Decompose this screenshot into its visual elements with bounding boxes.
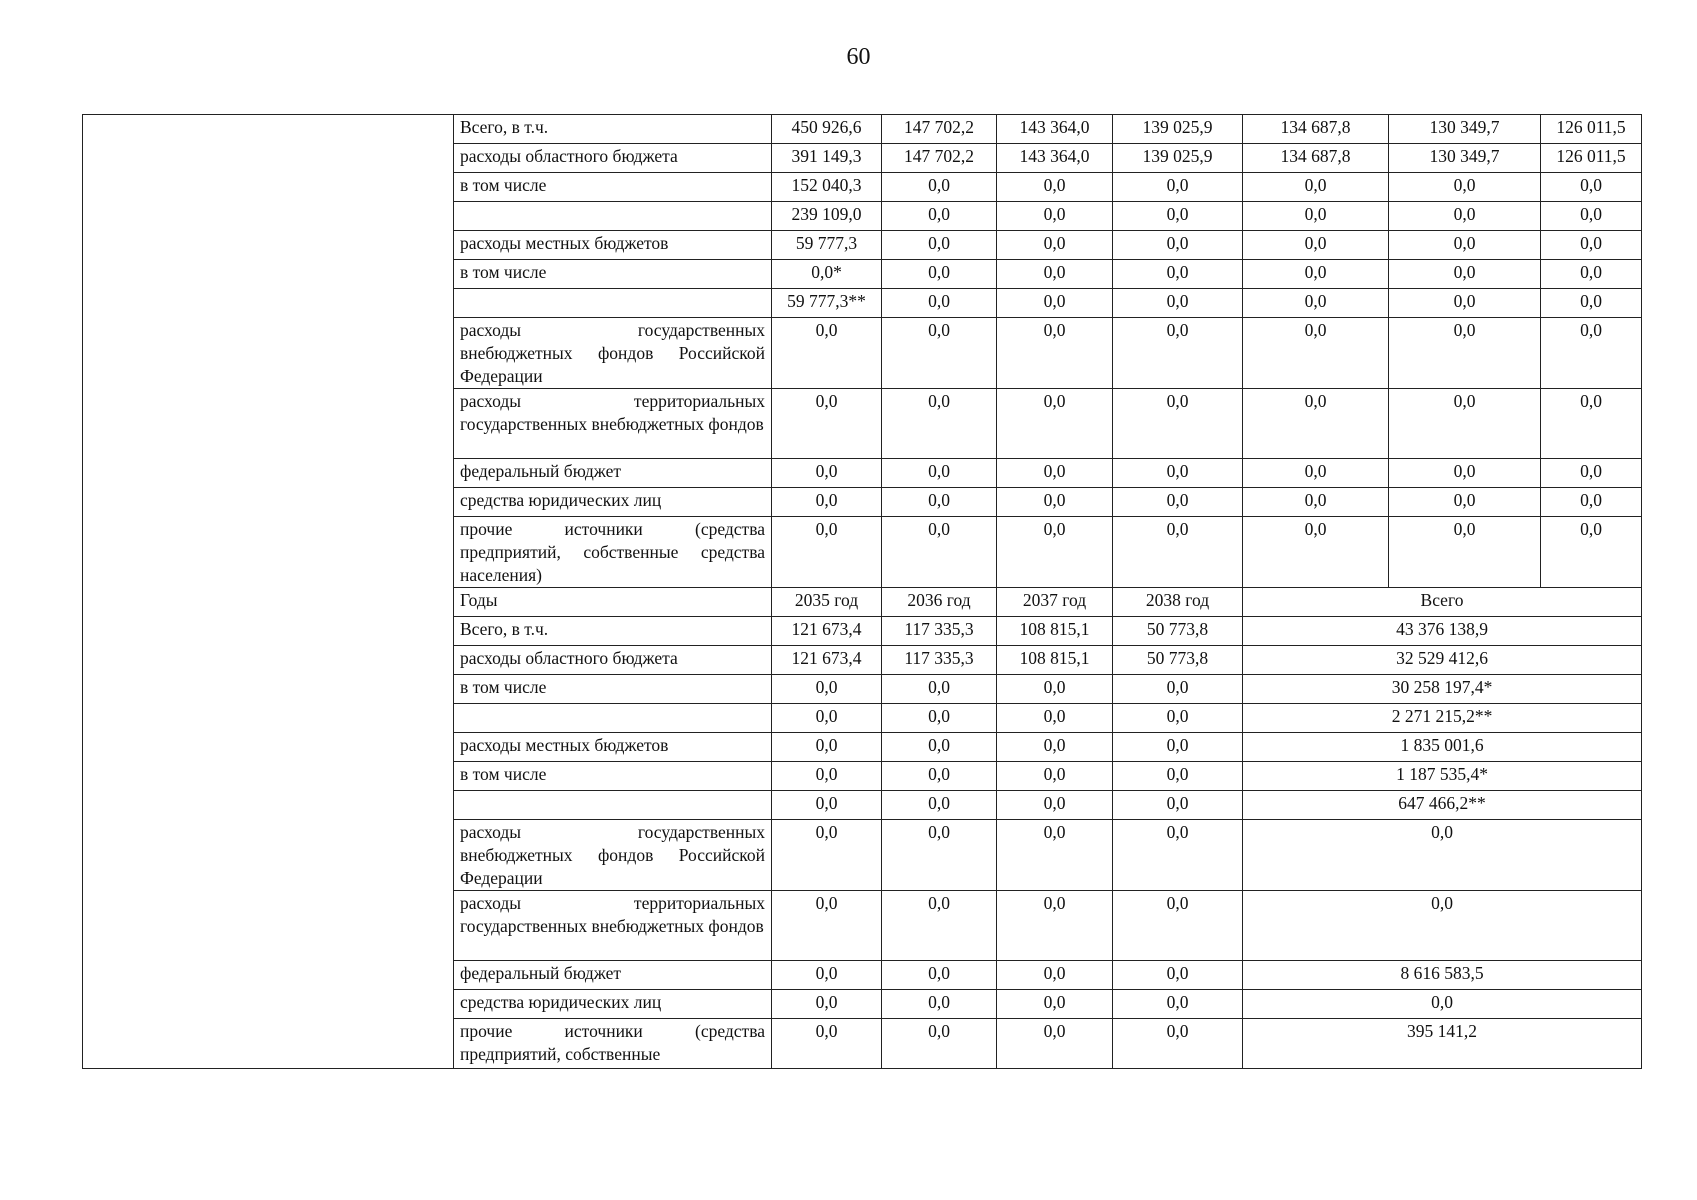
value-cell: 0,0 [1541,289,1642,318]
value-cell: 0,0 [997,762,1113,791]
value-cell: 0,0 [772,762,882,791]
row-label: в том числе [454,762,772,791]
value-cell: 0,0 [882,318,997,389]
total-cell: 0,0 [1243,891,1642,961]
year-header: 2036 год [882,588,997,617]
value-cell: 0,0 [1243,488,1389,517]
value-cell: 0,0 [997,488,1113,517]
total-cell: 0,0 [1243,820,1642,891]
value-cell: 0,0 [997,459,1113,488]
value-cell: 108 815,1 [997,646,1113,675]
value-cell: 0,0 [1113,459,1243,488]
table-row [83,115,1642,144]
value-cell: 0,0 [1113,231,1243,260]
value-cell: 0,0 [1113,318,1243,389]
value-cell: 0,0 [997,704,1113,733]
value-cell: 0,0 [882,517,997,588]
value-cell: 121 673,4 [772,617,882,646]
value-cell: 0,0 [1113,517,1243,588]
value-cell: 0,0 [997,1019,1113,1069]
value-cell: 0,0 [1243,517,1389,588]
value-cell: 134 687,8 [1243,115,1389,144]
value-cell: 0,0 [1113,260,1243,289]
value-cell: 0,0 [1389,231,1541,260]
value-cell: 0,0 [1541,318,1642,389]
value-cell: 0,0 [1389,389,1541,459]
row-label: прочие источники (средства предприятий, собственные средства населения) [454,517,772,588]
value-cell: 0,0 [1541,389,1642,459]
value-cell: 0,0 [882,289,997,318]
total-header: Всего [1243,588,1642,617]
row-label: Всего, в т.ч. [454,115,772,144]
total-cell: 43 376 138,9 [1243,617,1642,646]
total-cell: 395 141,2 [1243,1019,1642,1069]
value-cell: 0,0* [772,260,882,289]
value-cell: 117 335,3 [882,646,997,675]
value-cell: 0,0 [1243,231,1389,260]
value-cell: 0,0 [1113,289,1243,318]
value-cell: 0,0 [882,675,997,704]
value-cell: 0,0 [1389,173,1541,202]
value-cell: 0,0 [1541,202,1642,231]
value-cell: 0,0 [882,260,997,289]
row-label: расходы местных бюджетов [454,733,772,762]
total-cell: 647 466,2** [1243,791,1642,820]
value-cell: 0,0 [772,1019,882,1069]
value-cell: 0,0 [772,891,882,961]
total-cell: 2 271 215,2** [1243,704,1642,733]
value-cell: 152 040,3 [772,173,882,202]
value-cell: 134 687,8 [1243,144,1389,173]
value-cell: 0,0 [772,820,882,891]
value-cell: 0,0 [1389,289,1541,318]
value-cell: 0,0 [997,733,1113,762]
value-cell: 0,0 [997,231,1113,260]
value-cell: 0,0 [1113,389,1243,459]
total-cell: 32 529 412,6 [1243,646,1642,675]
value-cell: 0,0 [772,791,882,820]
value-cell: 0,0 [772,389,882,459]
value-cell: 0,0 [1389,318,1541,389]
value-cell: 130 349,7 [1389,144,1541,173]
value-cell: 130 349,7 [1389,115,1541,144]
row-label: расходы территориальных государственных внебюджетных фондов [454,389,772,459]
value-cell: 0,0 [882,791,997,820]
value-cell: 0,0 [997,289,1113,318]
row-label: расходы государственных внебюджетных фондов Российской Федерации [454,820,772,891]
value-cell: 0,0 [1113,202,1243,231]
value-cell: 0,0 [997,990,1113,1019]
value-cell: 139 025,9 [1113,144,1243,173]
value-cell: 59 777,3 [772,231,882,260]
total-cell: 8 616 583,5 [1243,961,1642,990]
value-cell: 121 673,4 [772,646,882,675]
blank-left-column [83,115,454,1069]
row-label: расходы областного бюджета [454,646,772,675]
total-cell: 30 258 197,4* [1243,675,1642,704]
value-cell: 0,0 [1541,488,1642,517]
value-cell: 143 364,0 [997,144,1113,173]
value-cell: 0,0 [772,459,882,488]
value-cell: 0,0 [997,820,1113,891]
value-cell: 0,0 [1243,260,1389,289]
value-cell: 0,0 [772,675,882,704]
value-cell: 0,0 [882,762,997,791]
value-cell: 0,0 [1541,517,1642,588]
value-cell: 0,0 [1113,1019,1243,1069]
page-number: 60 [846,44,871,70]
value-cell: 0,0 [772,961,882,990]
row-label [454,202,772,231]
value-cell: 0,0 [882,231,997,260]
value-cell: 0,0 [1113,891,1243,961]
value-cell: 50 773,8 [1113,617,1243,646]
value-cell: 126 011,5 [1541,115,1642,144]
row-label: в том числе [454,260,772,289]
value-cell: 0,0 [882,488,997,517]
row-label: федеральный бюджет [454,961,772,990]
row-label: Всего, в т.ч. [454,617,772,646]
value-cell: 0,0 [1243,389,1389,459]
value-cell: 147 702,2 [882,144,997,173]
value-cell: 0,0 [997,961,1113,990]
value-cell: 0,0 [1243,459,1389,488]
row-label: расходы территориальных государственных внебюджетных фондов [454,891,772,961]
row-label [454,704,772,733]
value-cell: 0,0 [882,891,997,961]
value-cell: 239 109,0 [772,202,882,231]
value-cell: 0,0 [882,704,997,733]
value-cell: 0,0 [997,318,1113,389]
value-cell: 0,0 [882,820,997,891]
value-cell: 0,0 [1389,517,1541,588]
row-label: расходы местных бюджетов [454,231,772,260]
value-cell: 0,0 [1243,173,1389,202]
value-cell: 0,0 [1541,260,1642,289]
row-label [454,289,772,318]
value-cell: 0,0 [882,1019,997,1069]
value-cell: 391 149,3 [772,144,882,173]
year-header: 2035 год [772,588,882,617]
years-header-label: Годы [454,588,772,617]
year-header: 2037 год [997,588,1113,617]
value-cell: 126 011,5 [1541,144,1642,173]
value-cell: 139 025,9 [1113,115,1243,144]
value-cell: 0,0 [1113,173,1243,202]
value-cell: 0,0 [1389,488,1541,517]
value-cell: 143 364,0 [997,115,1113,144]
value-cell: 0,0 [997,675,1113,704]
row-label: в том числе [454,173,772,202]
row-label: в том числе [454,675,772,704]
value-cell: 0,0 [882,990,997,1019]
value-cell: 0,0 [1113,675,1243,704]
value-cell: 0,0 [882,202,997,231]
value-cell: 0,0 [1113,961,1243,990]
value-cell: 147 702,2 [882,115,997,144]
total-cell: 0,0 [1243,990,1642,1019]
row-label: федеральный бюджет [454,459,772,488]
row-label: средства юридических лиц [454,488,772,517]
value-cell: 0,0 [882,389,997,459]
value-cell: 0,0 [997,202,1113,231]
value-cell: 0,0 [1243,318,1389,389]
row-label [454,791,772,820]
value-cell: 0,0 [882,173,997,202]
value-cell: 0,0 [1113,990,1243,1019]
value-cell: 0,0 [1113,791,1243,820]
row-label: расходы областного бюджета [454,144,772,173]
value-cell: 0,0 [882,733,997,762]
row-label: расходы государственных внебюджетных фондов Российской Федерации [454,318,772,389]
row-label: средства юридических лиц [454,990,772,1019]
value-cell: 0,0 [1113,820,1243,891]
value-cell: 0,0 [997,173,1113,202]
value-cell: 0,0 [1541,173,1642,202]
row-label: прочие источники (средства предприятий, собственные [454,1019,772,1069]
value-cell: 0,0 [1113,488,1243,517]
value-cell: 0,0 [1113,704,1243,733]
value-cell: 450 926,6 [772,115,882,144]
total-cell: 1 835 001,6 [1243,733,1642,762]
value-cell: 0,0 [997,517,1113,588]
value-cell: 0,0 [1389,459,1541,488]
value-cell: 0,0 [1113,733,1243,762]
value-cell: 0,0 [997,389,1113,459]
value-cell: 0,0 [1541,459,1642,488]
value-cell: 0,0 [772,733,882,762]
value-cell: 0,0 [1113,762,1243,791]
value-cell: 0,0 [997,791,1113,820]
value-cell: 0,0 [882,459,997,488]
year-header: 2038 год [1113,588,1243,617]
value-cell: 0,0 [1243,202,1389,231]
value-cell: 0,0 [1243,289,1389,318]
value-cell: 0,0 [1541,231,1642,260]
value-cell: 0,0 [1389,202,1541,231]
value-cell: 0,0 [1389,260,1541,289]
value-cell: 0,0 [882,961,997,990]
value-cell: 108 815,1 [997,617,1113,646]
budget-table [82,114,1642,1069]
value-cell: 0,0 [772,517,882,588]
value-cell: 0,0 [997,891,1113,961]
value-cell: 117 335,3 [882,617,997,646]
value-cell: 0,0 [997,260,1113,289]
value-cell: 0,0 [772,704,882,733]
value-cell: 59 777,3** [772,289,882,318]
value-cell: 0,0 [772,318,882,389]
total-cell: 1 187 535,4* [1243,762,1642,791]
value-cell: 0,0 [772,488,882,517]
value-cell: 0,0 [772,990,882,1019]
value-cell: 50 773,8 [1113,646,1243,675]
